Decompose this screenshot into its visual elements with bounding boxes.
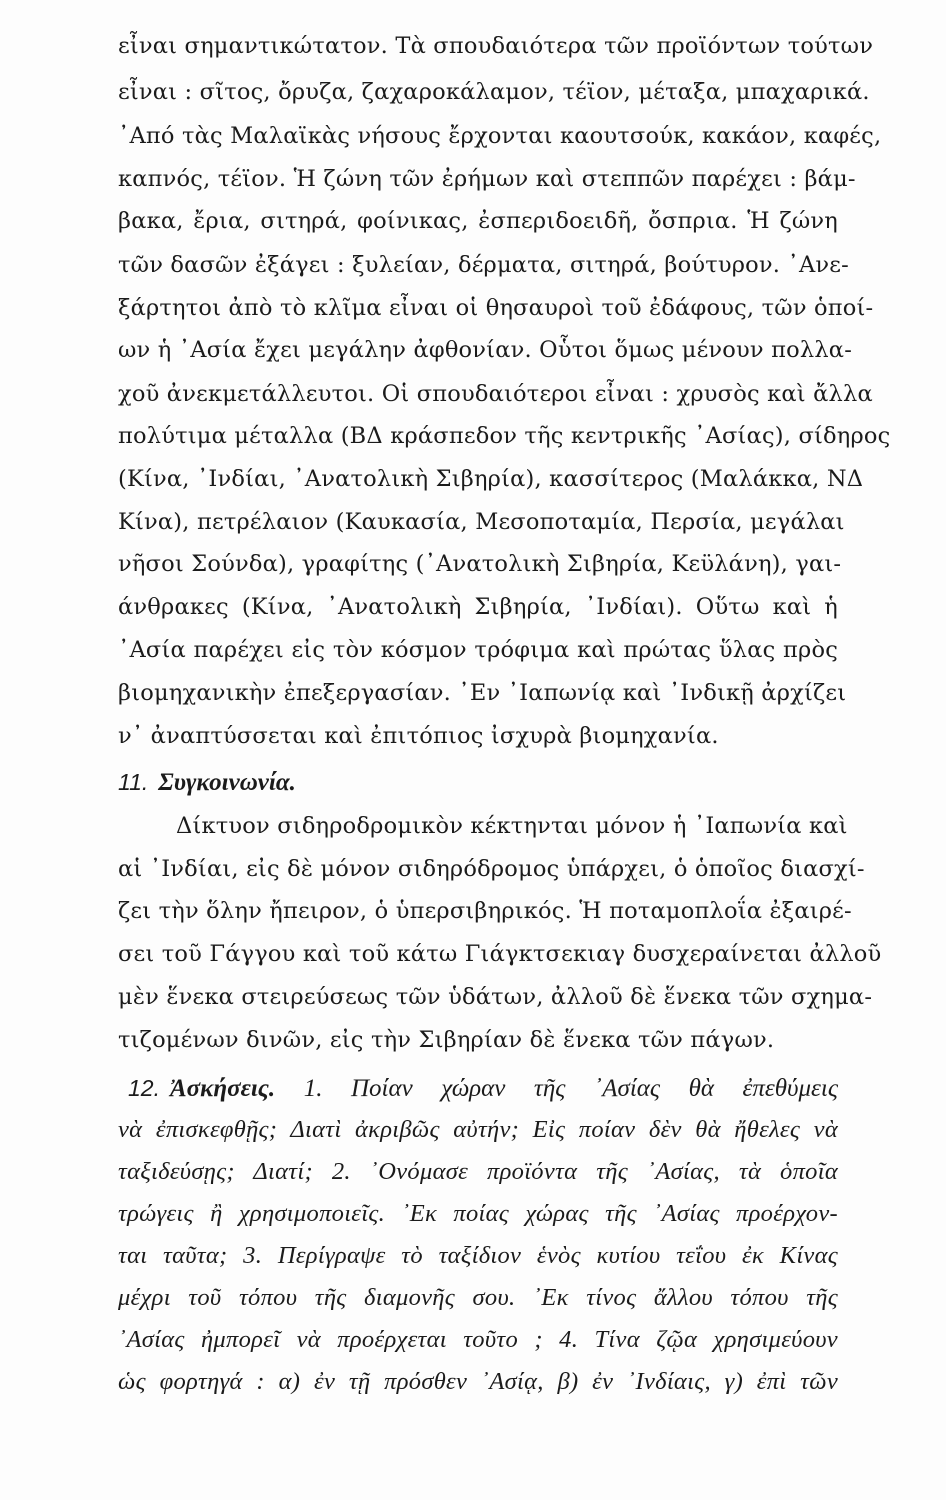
body-line: ᾿Ασία παρέχει εἰς τὸν κόσμον τρόφιμα καὶ πρώτας ὕλας πρὸς	[118, 637, 838, 663]
exercise-line: ται ταῦτα; 3. Περίγραψε τὸ ταξίδιον ἑνὸς κυτίου τεΐου ἐκ Κίνας	[118, 1242, 838, 1269]
body-line: αἱ ᾿Ινδίαι, εἰς δὲ μόνον σιδηρόδρομος ὑπάρχει, ὁ ὁποῖος διασχί-	[118, 856, 865, 882]
exercise-line: νὰ ἐπισκεφθῇς; Διατὶ ἀκριβῶς αὐτήν; Εἰς ποίαν δὲν θὰ ἤθελες νὰ	[118, 1116, 838, 1143]
body-line: τῶν δασῶν ἐξάγει : ξυλείαν, δέρματα, σιτηρά, βούτυρον. ᾿Ανε-	[118, 252, 849, 278]
body-line: ᾿Από τὰς Μαλαϊκὰς νήσους ἔρχονται καουτσούκ, κακάον, καφές,	[118, 123, 882, 149]
exercise-line: ὡς φορτηγά : α) ἐν τῇ πρόσθεν ᾿Ασίᾳ, β) ἐν ᾿Ινδίαις, γ) ἐπὶ τῶν	[118, 1368, 838, 1395]
exercise-line: ταξιδεύσῃς; Διατί; 2. ᾿Ονόμασε προϊόντα τῆς ᾿Ασίας, τὰ ὁποῖα	[118, 1158, 838, 1185]
body-line: ζει τὴν ὅλην ἤπειρον, ὁ ὑπερσιβηρικός. Ἡ ποταμοπλοΐα ἐξαιρέ-	[118, 898, 852, 924]
exercise-line: μέχρι τοῦ τόπου τῆς διαμονῆς σου. ᾿Εκ τίνος ἄλλου τόπου τῆς	[118, 1284, 838, 1311]
body-line: καπνός, τέϊον. Ἡ ζώνη τῶν ἐρήμων καὶ στεππῶν παρέχει : βάμ-	[118, 166, 856, 192]
body-line: ξάρτητοι ἀπὸ τὸ κλῖμα εἶναι οἱ θησαυροὶ τοῦ ἐδάφους, τῶν ὁποί-	[118, 295, 874, 321]
body-line: (Κίνα, ᾿Ινδίαι, ᾿Ανατολικὴ Σιβηρία), κασσίτερος (Μαλάκκα, ΝΔ	[118, 466, 864, 492]
section-number: 11.	[118, 769, 149, 795]
section-heading-12	[118, 1070, 838, 1106]
body-line: εἶναι : σῖτος, ὄρυζα, ζαχαροκάλαμον, τέϊον, μέταξα, μπαχαρικά.	[118, 79, 870, 105]
exercise-text: 1. Ποίαν χώραν τῆς ᾿Ασίας θὰ ἐπεθύμεις	[303, 1075, 838, 1102]
body-line: βιομηχανικὴν ἐπεξεργασίαν. ᾿Εν ᾿Ιαπωνίᾳ καὶ ᾿Ινδικῇ ἀρχίζει	[118, 680, 847, 706]
body-line: πολύτιμα μέταλλα (ΒΔ κράσπεδον τῆς κεντρικῆς ᾿Ασίας), σίδηρος	[118, 423, 891, 449]
body-line: βακα, ἔρια, σιτηρά, φοίνικας, ἐσπεριδοειδῆ, ὄσπρια. Ἡ ζώνη	[118, 208, 838, 234]
body-line: Κίνα), πετρέλαιον (Καυκασία, Μεσοποταμία, Περσία, μεγάλαι	[118, 509, 845, 535]
body-line: Δίκτυον σιδηροδρομικὸν κέκτηνται μόνον ἡ ᾿Ιαπωνία καὶ	[176, 813, 848, 839]
exercise-line: τρώγεις ἢ χρησιμοποιεῖς. ᾿Εκ ποίας χώρας τῆς ᾿Ασίας προέρχον-	[118, 1200, 838, 1227]
body-line-last: ν᾿ ἀναπτύσσεται καὶ ἐπιτόπιος ἰσχυρὰ βιομηχανία.	[118, 723, 719, 749]
body-line: εἶναι σημαντικώτατον. Τὰ σπουδαιότερα τῶν προϊόντων τούτων	[118, 33, 874, 59]
body-line: μὲν ἕνεκα στειρεύσεως τῶν ὑδάτων, ἀλλοῦ δὲ ἕνεκα τῶν σχημα-	[118, 984, 873, 1010]
body-line: χοῦ ἀνεκμετάλλευτοι. Οἱ σπουδαιότεροι εἶναι : χρυσὸς καὶ ἄλλα	[118, 381, 873, 407]
section-title: Ἀσκήσεις.	[169, 1075, 276, 1102]
body-line: άνθρακες (Κίνα, ᾿Ανατολικὴ Σιβηρία, ᾿Ινδίαι). Οὕτω καὶ ἡ	[118, 594, 838, 620]
section-heading-11	[118, 764, 296, 800]
body-line: σει τοῦ Γάγγου καὶ τοῦ κάτω Γιάγκτσεκιαγ δυσχεραίνεται ἀλλοῦ	[118, 941, 882, 967]
exercise-line: ᾿Ασίας ἠμπορεῖ νὰ προέρχεται τοῦτο ; 4. Τίνα ζῷα χρησιμεύουν	[118, 1326, 838, 1353]
section-title: Συγκοινωνία.	[158, 769, 296, 796]
section-number: 12.	[128, 1075, 160, 1101]
body-line: ων ἡ ᾿Ασία ἔχει μεγάλην ἀφθονίαν. Οὗτοι ὅμως μένουν πολλα-	[118, 337, 853, 363]
body-line-last: τιζομένων δινῶν, εἰς τὴν Σιβηρίαν δὲ ἕνεκα τῶν πάγων.	[118, 1027, 775, 1053]
body-line: νῆσοι Σούνδα), γραφίτης (᾿Ανατολικὴ Σιβηρία, Κεϋλάνη), γαι-	[118, 551, 842, 577]
